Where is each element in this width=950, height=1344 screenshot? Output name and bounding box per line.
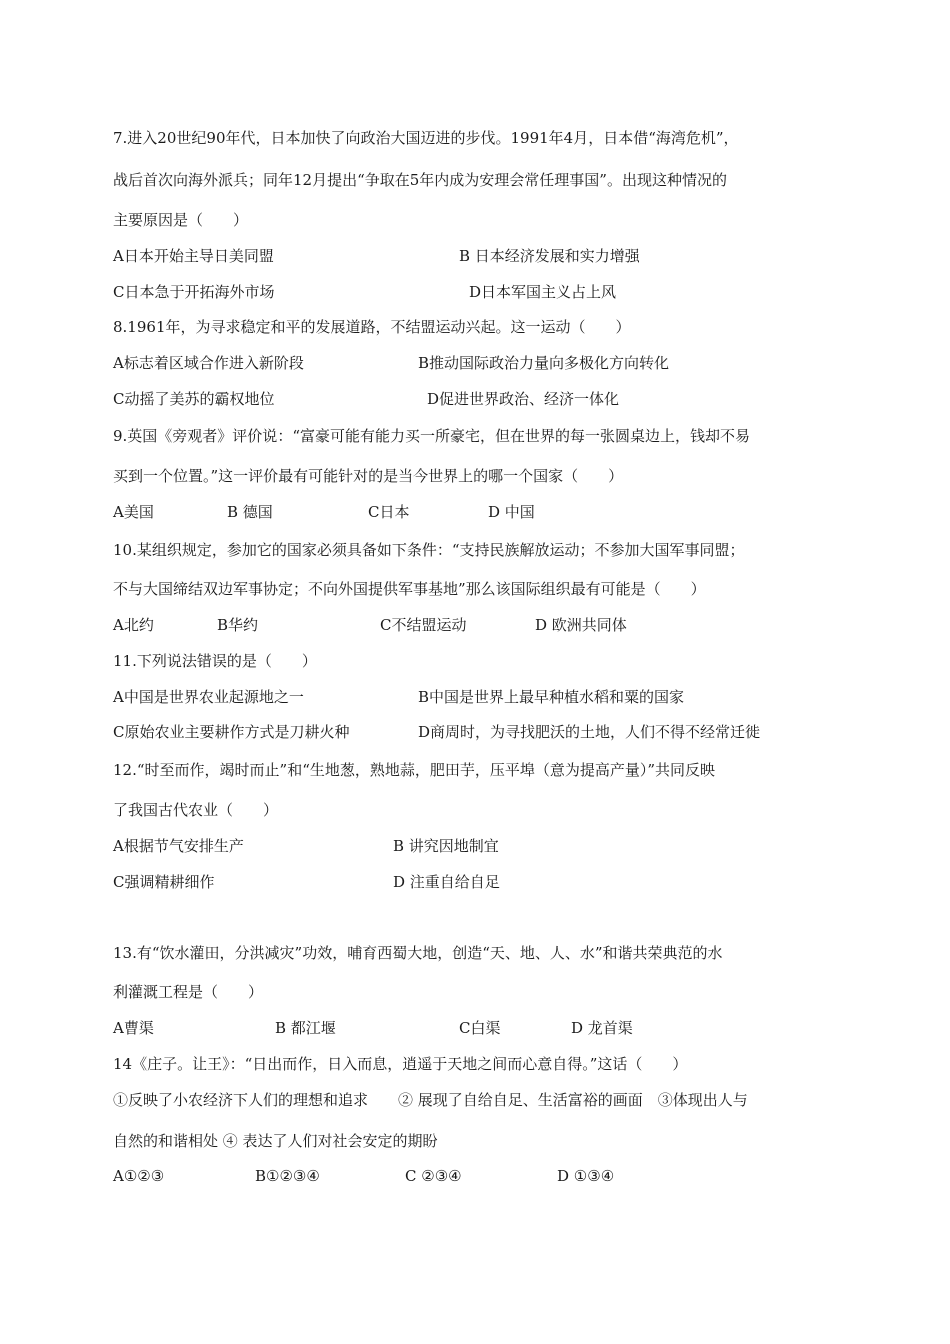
question-9-text-line-1: 9.英国《旁观者》评价说：“富豪可能有能力买一所豪宅，但在世界的每一张圆桌边上，钱却不易 [113,427,750,445]
question-8-option-d: D促进世界政治、经济一体化 [427,390,620,408]
question-10-option-d: D 欧洲共同体 [535,616,627,634]
question-7-text-line-2: 战后首次向海外派兵；同年12月提出“争取在5年内成为安理会常任理事国”。出现这种情况的 [113,171,727,189]
question-8-option-b: B推动国际政治力量向多极化方向转化 [418,354,670,372]
question-13-text-line-1: 13.有“饮水灌田，分洪减灾”功效，哺育西蜀大地，创造“天、地、人、水”和谐共荣典范的水 [113,944,723,962]
question-14-text-line-2: ①反映了小农经济下人们的理想和追求 ② 展现了自给自足、生活富裕的画面 ③体现出人与 [113,1091,748,1109]
question-14-option-c: C ②③④ [405,1167,462,1185]
question-14-text-line-3: 自然的和谐相处 ④ 表达了人们对社会安定的期盼 [113,1132,438,1150]
question-7-text-line-1: 7.进入20世纪90年代，日本加快了向政治大国迈进的步伐。1991年4月，日本借“海湾危机”， [113,129,739,147]
question-11-option-a: A中国是世界农业起源地之一 [113,688,304,706]
question-8-option-c: C动摇了美苏的霸权地位 [113,390,275,408]
question-13-option-d: D 龙首渠 [571,1019,633,1037]
question-10-option-b: B华约 [217,616,259,634]
question-11-text-line-1: 11.下列说法错误的是（ ） [113,652,317,670]
question-10-option-c: C不结盟运动 [380,616,467,634]
question-9-option-d: D 中国 [488,503,535,521]
question-8-text-line-1: 8.1961年，为寻求稳定和平的发展道路，不结盟运动兴起。这一运动（ ） [113,318,631,336]
question-12-text-line-2: 了我国古代农业（ ） [113,801,279,819]
question-14-option-b: B①②③④ [255,1167,320,1185]
question-9-text-line-2: 买到一个位置。”这一评价最有可能针对的是当今世界上的哪一个国家（ ） [113,467,624,485]
question-11-option-d: D商周时，为寻找肥沃的土地，人们不得不经常迁徙 [418,723,761,741]
question-11-option-b: B中国是世界上最早种植水稻和粟的国家 [418,688,685,706]
question-13-text-line-2: 利灌溉工程是（ ） [113,983,264,1001]
question-13-option-b: B 都江堰 [275,1019,336,1037]
question-7-option-c: C日本急于开拓海外市场 [113,283,275,301]
question-9-option-c: C日本 [368,503,410,521]
question-7-option-b: B 日本经济发展和实力增强 [459,247,640,265]
question-14-text-line-1: 14《庄子。让王》：“日出而作，日入而息，逍遥于天地之间而心意自得。”这话（ ） [113,1055,688,1073]
question-10-text-line-2: 不与大国缔结双边军事协定；不向外国提供军事基地”那么该国际组织最有可能是（ ） [113,580,706,598]
question-13-option-c: C白渠 [459,1019,501,1037]
question-9-option-b: B 德国 [227,503,273,521]
question-12-text-line-1: 12.“时至而作，竭时而止”和“生地葱，熟地蒜，肥田芋，压平埠（意为提高产量）”共同反映 [113,761,716,779]
question-7-option-d: D日本军国主义占上风 [469,283,617,301]
question-9-option-a: A美国 [113,503,154,521]
question-14-option-d: D ①③④ [557,1167,615,1185]
question-12-option-b: B 讲究因地制宜 [393,837,499,855]
question-10-text-line-1: 10.某组织规定，参加它的国家必须具备如下条件：“支持民族解放运动；不参加大国军事同盟； [113,541,745,559]
question-10-option-a: A北约 [113,616,154,634]
question-7-text-line-3: 主要原因是（ ） [113,211,249,229]
question-8-option-a: A标志着区域合作进入新阶段 [113,354,304,372]
question-7-option-a: A日本开始主导日美同盟 [113,247,274,265]
question-12-option-c: C强调精耕细作 [113,873,215,891]
question-14-option-a: A①②③ [113,1167,165,1185]
question-12-option-a: A根据节气安排生产 [113,837,244,855]
question-12-option-d: D 注重自给自足 [393,873,500,891]
question-11-option-c: C原始农业主要耕作方式是刀耕火种 [113,723,350,741]
question-13-option-a: A曹渠 [113,1019,154,1037]
